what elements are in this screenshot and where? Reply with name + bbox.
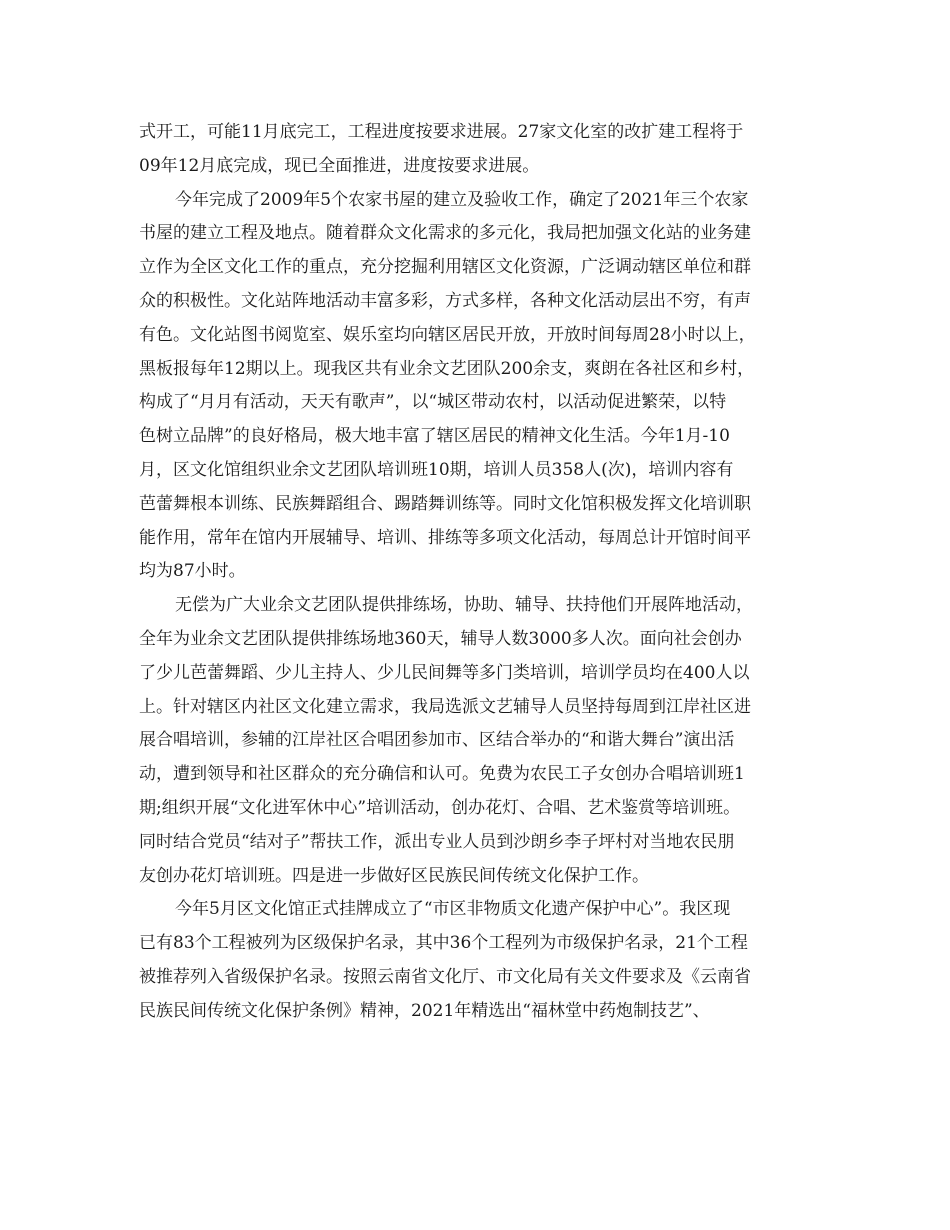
text-line: 立作为全区文化工作的重点，充分挖掘利用辖区文化资源，广泛调动辖区单位和群: [139, 257, 751, 278]
text-line: 式开工，可能11月底完工，工程进度按要求进展。27家文化室的改扩建工程将于: [139, 122, 744, 142]
document-body: [139, 116, 817, 1029]
text-line: 民族民间传统文化保护条例》精神，2021年精选出“福林堂中药炮制技艺”、: [139, 1000, 710, 1021]
text-line: 构成了“月月有活动，天天有歌声”，以“城区带动农村，以活动促进繁荣，以特: [139, 392, 727, 413]
text-line: 了少儿芭蕾舞蹈、少儿主持人、少儿民间舞等多门类培训，培训学员均在400人以: [139, 662, 750, 683]
text-line: 全年为业余文艺团队提供排练场地360天，辅导人数3000多人次。面向社会创办: [139, 628, 742, 649]
text-line: 无偿为广大业余文艺团队提供排练场，协助、辅导、扶持他们开展阵地活动，: [175, 595, 753, 616]
text-line: 有色。文化站图书阅览室、娱乐室均向辖区居民开放，开放时间每周28小时以上，: [139, 324, 756, 345]
text-line: 被推荐列入省级保护名录。按照云南省文化厅、市文化局有关文件要求及《云南省: [139, 966, 751, 987]
text-line: 今年完成了2009年5个农家书屋的建立及验收工作，确定了2021年三个农家: [175, 189, 749, 210]
text-line: 芭蕾舞根本训练、民族舞蹈组合、踢踏舞训练等。同时文化馆积极发挥文化培训职: [139, 493, 751, 514]
text-line: 书屋的建立工程及地点。随着群众文化需求的多元化，我局把加强文化站的业务建: [139, 223, 751, 244]
text-line: 上。针对辖区内社区文化建立需求，我局选派文艺辅导人员坚持每周到江岸社区进: [139, 696, 751, 717]
text-line: 众的积极性。文化站阵地活动丰富多彩，方式多样，各种文化活动层出不穷，有声: [139, 290, 751, 311]
text-line: 今年5月区文化馆正式挂牌成立了“市区非物质文化遗产保护中心”。我区现: [175, 899, 731, 920]
text-line: 展合唱培训，参辅的江岸社区合唱团参加市、区结合举办的“和谐大舞台”演出活: [139, 730, 735, 751]
text-line: 均为87小时。: [139, 561, 246, 582]
text-line: 动，遭到领导和社区群众的充分确信和认可。免费为农民工子女创办合唱培训班1: [139, 764, 745, 785]
text-line: 色树立品牌”的良好格局，极大地丰富了辖区居民的精神文化生活。今年1月-10: [139, 426, 730, 447]
text-line: 已有83个工程被列为区级保护名录，其中36个工程列为市级保护名录，21个工程: [139, 933, 748, 954]
text-line: 期;组织开展“文化进军休中心”培训活动，创办花灯、合唱、艺术鉴赏等培训班。: [139, 797, 741, 818]
text-line: 能作用，常年在馆内开展辅导、培训、排练等多项文化活动，每周总计开馆时间平: [139, 527, 751, 548]
text-line: 友创办花灯培训班。四是进一步做好区民族民间传统文化保护工作。: [139, 865, 649, 886]
text-line: 同时结合党员“结对子”帮扶工作，派出专业人员到沙朗乡李子坪村对当地农民朋: [139, 831, 735, 852]
text-line: 月，区文化馆组织业余文艺团队培训班10期，培训人员358人(次)，培训内容有: [139, 459, 734, 480]
text-line: 黑板报每年12期以上。现我区共有业余文艺团队200余支，爽朗在各社区和乡村，: [139, 358, 755, 379]
text-line: 09年12月底完成，现已全面推进，进度按要求进展。: [139, 155, 540, 176]
